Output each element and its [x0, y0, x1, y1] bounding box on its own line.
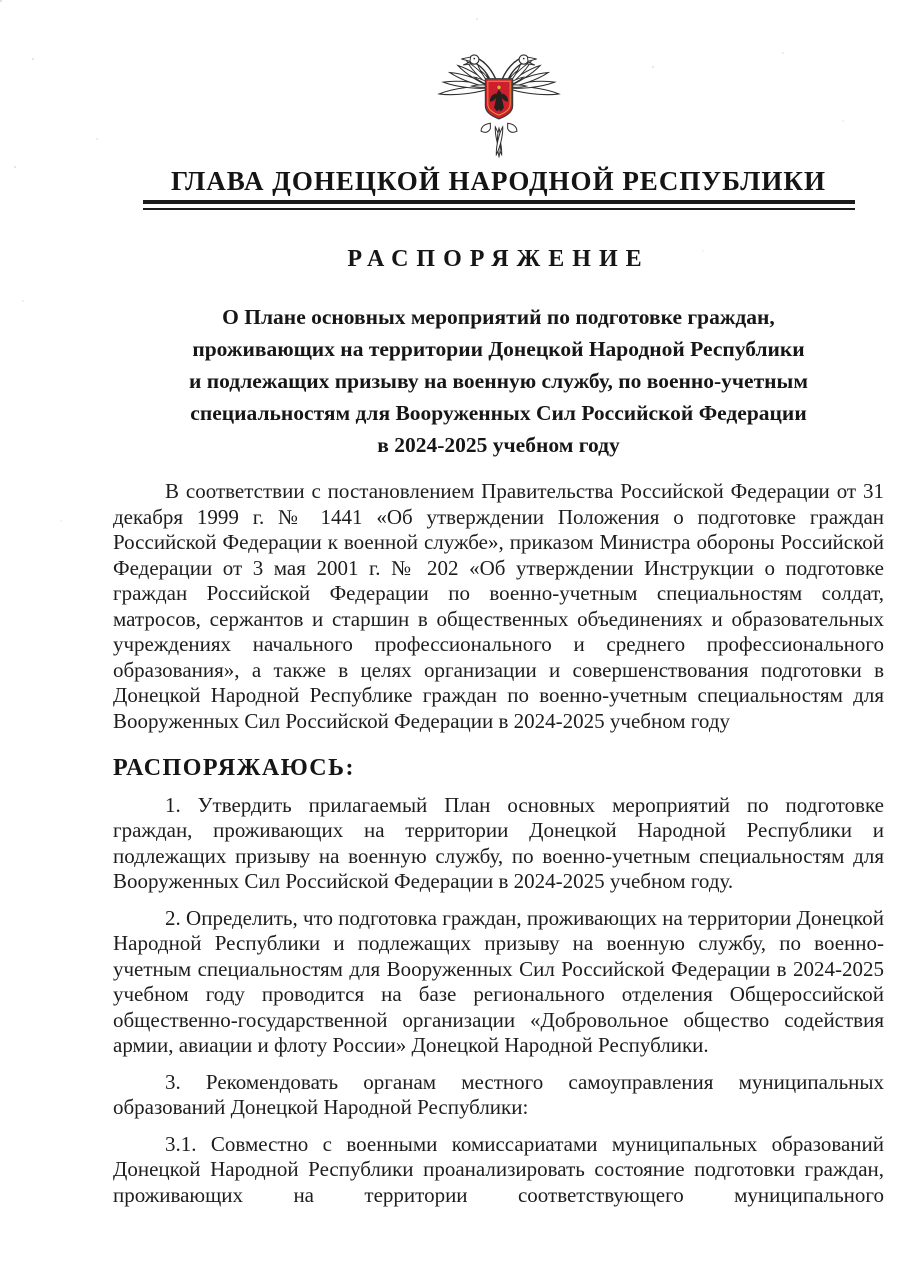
subject-line: в 2024-2025 учебном году: [377, 433, 620, 457]
document-type-heading: РАСПОРЯЖЕНИЕ: [347, 246, 650, 272]
resolution-heading: РАСПОРЯЖАЮСЬ:: [113, 755, 355, 781]
subject-line: и подлежащих призыву на военную службу, по военно-учетным: [189, 369, 808, 393]
scan-noise: [0, 0, 2, 2]
dnr-coat-of-arms-icon: [431, 34, 567, 158]
order-item-3: 3. Рекомендовать органам местного самоуправления муниципальных образований Донецкой Народной Республики:: [113, 1069, 884, 1119]
order-item-1: 1. Утвердить прилагаемый План основных мероприятий по подготовке граждан, проживающих на территории Донецкой Народной Республики и подлежащих призыву на военную службу, по военно-учетным специальностям для Вооруженных Сил Российской Федерации в 2024-2025 учебном году.: [113, 792, 884, 893]
subject-line: проживающих на территории Донецкой Народной Республики: [192, 337, 805, 361]
subject-heading: [113, 301, 884, 461]
order-item-2: 2. Определить, что подготовка граждан, проживающих на территории Донецкой Народной Республики и подлежащих призыву на военную службу, по военно-учетным специальностям для Вооруженных Сил Российской Федерации в 2024-2025 учебном году проводится на базе регионального отделения Общероссийской общественно-государственной организации «Добровольное общество содействия армии, авиации и флоту России» Донецкой Народной Республики.: [113, 905, 884, 1057]
subject-line: О Плане основных мероприятий по подготовке граждан,: [222, 305, 775, 329]
subject-line: специальностям для Вооруженных Сил Российской Федерации: [190, 401, 807, 425]
letterhead-double-rule: [143, 200, 855, 210]
issuer-title: ГЛАВА ДОНЕЦКОЙ НАРОДНОЙ РЕСПУБЛИКИ: [170, 166, 827, 196]
preamble-paragraph: В соответствии с постановлением Правительства Российской Федерации от 31 декабря 1999 г. № 1441 «Об утверждении Положения о подготовке граждан Российской Федерации к военной службе», приказом Министра обороны Российской Федерации от 3 мая 2001 г. № 202 «Об утверждении Инструкции о подготовке граждан Российской Федерации по военно-учетным специальностям солдат, матросов, сержантов и старшин в общественных объединениях и образовательных учреждениях начального профессионального и среднего профессионального образования», а также в целях организации и совершенствования подготовки в Донецкой Народной Республике граждан по военно-учетным специальностям для Вооруженных Сил Российской Федерации в 2024-2025 учебном году: [113, 479, 884, 733]
order-item-3-1: 3.1. Совместно с военными комиссариатами муниципальных образований Донецкой Народной Республики проанализировать состояние подготовки граждан, проживающих на территории соответствующего муниципального: [113, 1131, 884, 1207]
